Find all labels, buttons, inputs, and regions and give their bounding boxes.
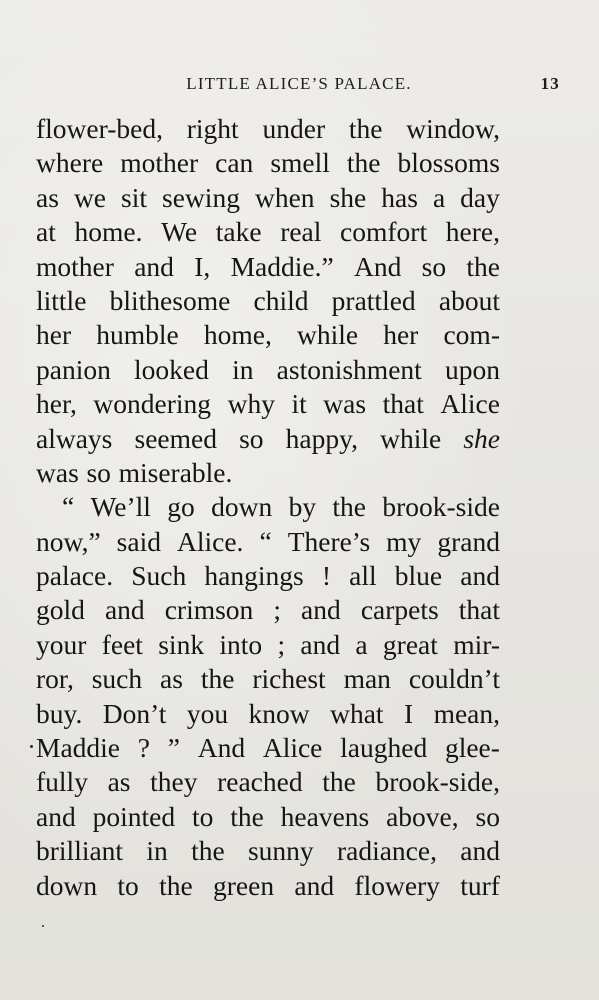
- text-line: palace. Such hangings ! all blue and: [36, 560, 500, 592]
- text-line: now,” said Alice. “ There’s my grand: [36, 525, 500, 557]
- text-line: gold and crimson ; and carpets that: [36, 594, 500, 626]
- running-head: [38, 74, 560, 98]
- text-line: where mother can smell the blossoms: [36, 147, 500, 179]
- body-text: [36, 112, 500, 903]
- text-line: little blithesome child prattled about: [36, 284, 500, 316]
- running-head-title: LITTLE ALICE’S PALACE.: [186, 74, 412, 93]
- text-line: panion looked in astonishment upon: [36, 353, 500, 385]
- text-line: buy. Don’t you know what I mean,: [36, 697, 500, 729]
- text-line: her humble home, while her com-: [36, 319, 500, 351]
- text-line: your feet sink into ; and a great mir-: [36, 628, 500, 660]
- text-line: at home. We take real comfort here,: [36, 216, 500, 248]
- text-line: was so miserable.: [36, 456, 233, 488]
- text-line: mother and I, Maddie.” And so the: [36, 250, 500, 282]
- text-line: flower-bed, right under the window,: [36, 113, 500, 144]
- text-line: ror, such as the richest man couldn’t: [36, 663, 500, 695]
- ink-speck: [30, 745, 33, 748]
- text-line: her, wondering why it was that Alice: [36, 388, 500, 420]
- text-line: “ We’ll go down by the brook-side: [62, 491, 500, 523]
- text-line: and pointed to the heavens above, so: [36, 800, 500, 832]
- text-line: as we sit sewing when she has a day: [36, 181, 500, 213]
- text-line: down to the green and flowery turf: [36, 869, 500, 901]
- page-number: 13: [540, 74, 560, 93]
- text-line: brilliant in the sunny radiance, and: [36, 835, 500, 867]
- ink-speck: [42, 925, 44, 927]
- text-line: fully as they reached the brook-side,: [36, 766, 500, 798]
- text-line: Maddie ? ” And Alice laughed glee-: [36, 732, 500, 764]
- text-line: always seemed so happy, while she: [36, 422, 500, 454]
